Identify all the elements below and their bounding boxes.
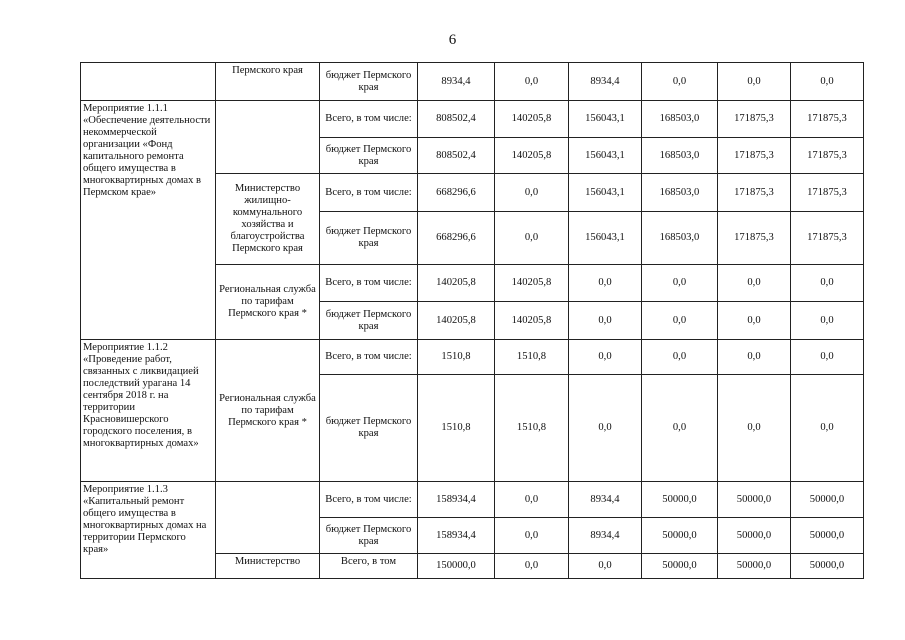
table-row <box>81 63 864 101</box>
value-cell: 0,0 <box>569 340 642 375</box>
value-cell: 808502,4 <box>418 101 495 138</box>
value-cell: 0,0 <box>642 265 718 302</box>
value-cell: 668296,6 <box>418 174 495 212</box>
funding-source-cell: бюджет Пермского края <box>320 518 418 554</box>
value-cell: 0,0 <box>718 302 791 340</box>
table-row <box>81 101 864 138</box>
value-cell: 0,0 <box>569 375 642 482</box>
value-cell: 0,0 <box>495 518 569 554</box>
value-cell: 168503,0 <box>642 212 718 265</box>
value-cell: 1510,8 <box>495 375 569 482</box>
value-cell: 168503,0 <box>642 138 718 174</box>
value-cell: 171875,3 <box>791 138 864 174</box>
value-cell: 156043,1 <box>569 174 642 212</box>
funding-source-cell: Всего, в том <box>320 554 418 579</box>
value-cell: 50000,0 <box>718 482 791 518</box>
activity-cell <box>81 63 216 101</box>
value-cell: 8934,4 <box>418 63 495 101</box>
table-row <box>81 340 864 375</box>
page-number: 6 <box>448 32 457 48</box>
value-cell: 0,0 <box>791 375 864 482</box>
funding-source-cell: Всего, в том числе: <box>320 482 418 518</box>
value-cell: 50000,0 <box>718 518 791 554</box>
funding-source-cell: Всего, в том числе: <box>320 101 418 138</box>
value-cell: 0,0 <box>642 340 718 375</box>
value-cell: 171875,3 <box>718 138 791 174</box>
value-cell: 50000,0 <box>791 518 864 554</box>
value-cell: 140205,8 <box>495 138 569 174</box>
table-row <box>81 482 864 518</box>
value-cell: 150000,0 <box>418 554 495 579</box>
value-cell: 8934,4 <box>569 518 642 554</box>
value-cell: 50000,0 <box>642 518 718 554</box>
value-cell: 171875,3 <box>791 212 864 265</box>
value-cell: 0,0 <box>791 265 864 302</box>
value-cell: 1510,8 <box>418 375 495 482</box>
executor-cell <box>216 101 320 174</box>
value-cell: 171875,3 <box>718 174 791 212</box>
value-cell: 0,0 <box>495 174 569 212</box>
value-cell: 50000,0 <box>642 482 718 518</box>
funding-source-cell: бюджет Пермского края <box>320 302 418 340</box>
activity-cell: Мероприятие 1.1.2 «Проведение работ, связанных с ликвидацией последствий урагана 14 сентября 2018 г. на территории Красновишерского городского поселения, в многоквартирных домах» <box>81 340 216 482</box>
value-cell: 171875,3 <box>718 101 791 138</box>
value-cell: 158934,4 <box>418 518 495 554</box>
value-cell: 0,0 <box>495 63 569 101</box>
value-cell: 0,0 <box>791 63 864 101</box>
value-cell: 1510,8 <box>418 340 495 375</box>
value-cell: 171875,3 <box>791 101 864 138</box>
value-cell: 156043,1 <box>569 138 642 174</box>
value-cell: 8934,4 <box>569 63 642 101</box>
value-cell: 0,0 <box>495 482 569 518</box>
funding-source-cell: бюджет Пермского края <box>320 212 418 265</box>
value-cell: 1510,8 <box>495 340 569 375</box>
value-cell: 50000,0 <box>791 554 864 579</box>
activity-cell: Мероприятие 1.1.1 «Обеспечение деятельности некоммерческой организации «Фонд капитального ремонта общего имущества в многоквартирных домах в Пермском крае» <box>81 101 216 340</box>
value-cell: 171875,3 <box>791 174 864 212</box>
value-cell: 808502,4 <box>418 138 495 174</box>
value-cell: 168503,0 <box>642 174 718 212</box>
value-cell: 168503,0 <box>642 101 718 138</box>
value-cell: 0,0 <box>718 63 791 101</box>
value-cell: 50000,0 <box>718 554 791 579</box>
value-cell: 0,0 <box>718 265 791 302</box>
funding-source-cell: Всего, в том числе: <box>320 340 418 375</box>
value-cell: 0,0 <box>718 375 791 482</box>
value-cell: 0,0 <box>642 302 718 340</box>
funding-source-cell: Всего, в том числе: <box>320 265 418 302</box>
value-cell: 0,0 <box>791 340 864 375</box>
value-cell: 668296,6 <box>418 212 495 265</box>
executor-cell: Министерство жилищно-коммунального хозяйства и благоустройства Пермского края <box>216 174 320 265</box>
value-cell: 50000,0 <box>642 554 718 579</box>
value-cell: 0,0 <box>642 375 718 482</box>
value-cell: 0,0 <box>791 302 864 340</box>
activity-cell: Мероприятие 1.1.3 «Капитальный ремонт общего имущества в многоквартирных домах на территории Пермского края» <box>81 482 216 579</box>
value-cell: 140205,8 <box>495 302 569 340</box>
value-cell: 140205,8 <box>418 302 495 340</box>
value-cell: 8934,4 <box>569 482 642 518</box>
funding-source-cell: Всего, в том числе: <box>320 174 418 212</box>
value-cell: 0,0 <box>569 302 642 340</box>
value-cell: 0,0 <box>495 212 569 265</box>
value-cell: 158934,4 <box>418 482 495 518</box>
value-cell: 50000,0 <box>791 482 864 518</box>
value-cell: 0,0 <box>569 265 642 302</box>
executor-cell: Региональная служба по тарифам Пермского края * <box>216 265 320 340</box>
value-cell: 0,0 <box>495 554 569 579</box>
funding-source-cell: бюджет Пермского края <box>320 375 418 482</box>
executor-cell: Региональная служба по тарифам Пермского края * <box>216 340 320 482</box>
executor-cell <box>216 482 320 554</box>
funding-source-cell: бюджет Пермского края <box>320 138 418 174</box>
value-cell: 0,0 <box>718 340 791 375</box>
value-cell: 140205,8 <box>495 101 569 138</box>
value-cell: 156043,1 <box>569 212 642 265</box>
funding-source-cell: бюджет Пермского края <box>320 63 418 101</box>
value-cell: 140205,8 <box>495 265 569 302</box>
value-cell: 171875,3 <box>718 212 791 265</box>
executor-cell: Министерство <box>216 554 320 579</box>
executor-cell: Пермского края <box>216 63 320 101</box>
value-cell: 156043,1 <box>569 101 642 138</box>
budget-table <box>80 62 864 579</box>
value-cell: 0,0 <box>569 554 642 579</box>
value-cell: 0,0 <box>642 63 718 101</box>
value-cell: 140205,8 <box>418 265 495 302</box>
